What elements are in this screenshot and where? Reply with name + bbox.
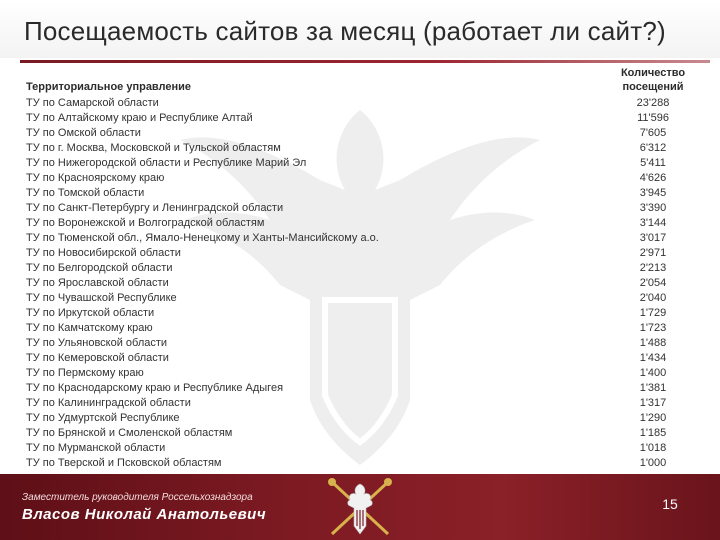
office-name: ТУ по Калининградской области	[26, 397, 191, 409]
office-name: ТУ по Санкт-Петербургу и Ленинградской области	[26, 202, 284, 214]
table-body	[26, 96, 706, 471]
visit-count: 6'312	[639, 142, 667, 154]
table-row	[26, 111, 706, 126]
office-name: ТУ по Иркутской области	[26, 307, 155, 319]
table-row	[26, 201, 706, 216]
office-name: ТУ по Тверской и Псковской областям	[26, 457, 222, 469]
office-name: ТУ по Самарской области	[26, 97, 159, 109]
speaker-name: Власов Николай Анатольевич	[22, 506, 267, 523]
table-row	[26, 126, 706, 141]
office-name: ТУ по Омской области	[26, 127, 141, 139]
table-row	[26, 366, 706, 381]
visit-count: 1'488	[639, 337, 667, 349]
slide-title: Посещаемость сайтов за месяц (работает ли сайт?)	[24, 16, 666, 46]
visit-count: 3'390	[639, 202, 667, 214]
visit-count: 3'945	[639, 187, 667, 199]
table-row	[26, 246, 706, 261]
office-name: ТУ по Краснодарскому краю и Республике Адыгея	[26, 382, 284, 394]
table-row	[26, 96, 706, 111]
visit-count: 1'290	[639, 412, 667, 424]
office-name: ТУ по Тюменской обл., Ямало-Ненецкому и Ханты-Мансийскому а.о.	[26, 232, 379, 244]
table-row	[26, 231, 706, 246]
visit-count: 7'605	[639, 127, 667, 139]
visit-count: 1'317	[639, 397, 667, 409]
office-name: ТУ по Томской области	[26, 187, 145, 199]
visit-count: 4'626	[639, 172, 667, 184]
table-row	[26, 186, 706, 201]
visit-count: 2'040	[639, 292, 667, 304]
column-header-visits-line2: посещений	[622, 81, 684, 93]
visit-count: 1'381	[639, 382, 667, 394]
visit-count: 1'000	[639, 457, 667, 469]
visits-table	[26, 66, 706, 471]
title-divider	[20, 60, 710, 63]
table-row	[26, 411, 706, 426]
column-header-visits-line1: Количество	[620, 67, 686, 79]
column-header-office: Территориальное управление	[26, 81, 192, 93]
visit-count: 1'018	[639, 442, 667, 454]
visit-count: 1'434	[639, 352, 667, 364]
visit-count: 3'144	[639, 217, 667, 229]
table-header	[26, 66, 706, 96]
table-row	[26, 336, 706, 351]
table-row	[26, 396, 706, 411]
office-name: ТУ по Ярославской области	[26, 277, 169, 289]
visit-count: 2'971	[639, 247, 667, 259]
office-name: ТУ по Красноярскому краю	[26, 172, 165, 184]
office-name: ТУ по Белгородской области	[26, 262, 173, 274]
visit-count: 1'723	[639, 322, 667, 334]
table-row	[26, 351, 706, 366]
table-row	[26, 261, 706, 276]
table-row	[26, 441, 706, 456]
table-row	[26, 456, 706, 471]
visit-count: 1'729	[639, 307, 667, 319]
table-row	[26, 156, 706, 171]
column-header-visits	[618, 66, 688, 94]
table-row	[26, 306, 706, 321]
table-row	[26, 291, 706, 306]
office-name: ТУ по Мурманской области	[26, 442, 166, 454]
table-row	[26, 216, 706, 231]
rosselkhoznadzor-emblem-icon	[318, 474, 402, 540]
office-name: ТУ по Нижегородской области и Республике Марий Эл	[26, 157, 307, 169]
visit-count: 2'213	[639, 262, 667, 274]
table-row	[26, 141, 706, 156]
visit-count: 11'596	[637, 112, 669, 124]
table-row	[26, 381, 706, 396]
office-name: ТУ по г. Москва, Московской и Тульской областям	[26, 142, 281, 154]
table-row	[26, 426, 706, 441]
office-name: ТУ по Кемеровской области	[26, 352, 169, 364]
visit-count: 1'400	[639, 367, 667, 379]
office-name: ТУ по Чувашской Республике	[26, 292, 177, 304]
speaker-position: Заместитель руководителя Россельхознадзора	[22, 492, 253, 503]
table-row	[26, 171, 706, 186]
title-bar	[0, 0, 720, 58]
visit-count: 2'054	[639, 277, 667, 289]
office-name: ТУ по Брянской и Смоленской областям	[26, 427, 233, 439]
visit-count: 1'185	[639, 427, 667, 439]
visit-count: 5'411	[640, 157, 666, 169]
office-name: ТУ по Пермскому краю	[26, 367, 144, 379]
table-row	[26, 276, 706, 291]
visit-count: 3'017	[639, 232, 667, 244]
office-name: ТУ по Удмуртской Республике	[26, 412, 180, 424]
office-name: ТУ по Алтайскому краю и Республике Алтай	[26, 112, 253, 124]
visit-count: 23'288	[636, 97, 670, 109]
page-number: 15	[662, 496, 678, 512]
table-row	[26, 321, 706, 336]
office-name: ТУ по Камчатскому краю	[26, 322, 153, 334]
office-name: ТУ по Ульяновской области	[26, 337, 168, 349]
office-name: ТУ по Воронежской и Волгоградской областям	[26, 217, 265, 229]
office-name: ТУ по Новосибирской области	[26, 247, 181, 259]
